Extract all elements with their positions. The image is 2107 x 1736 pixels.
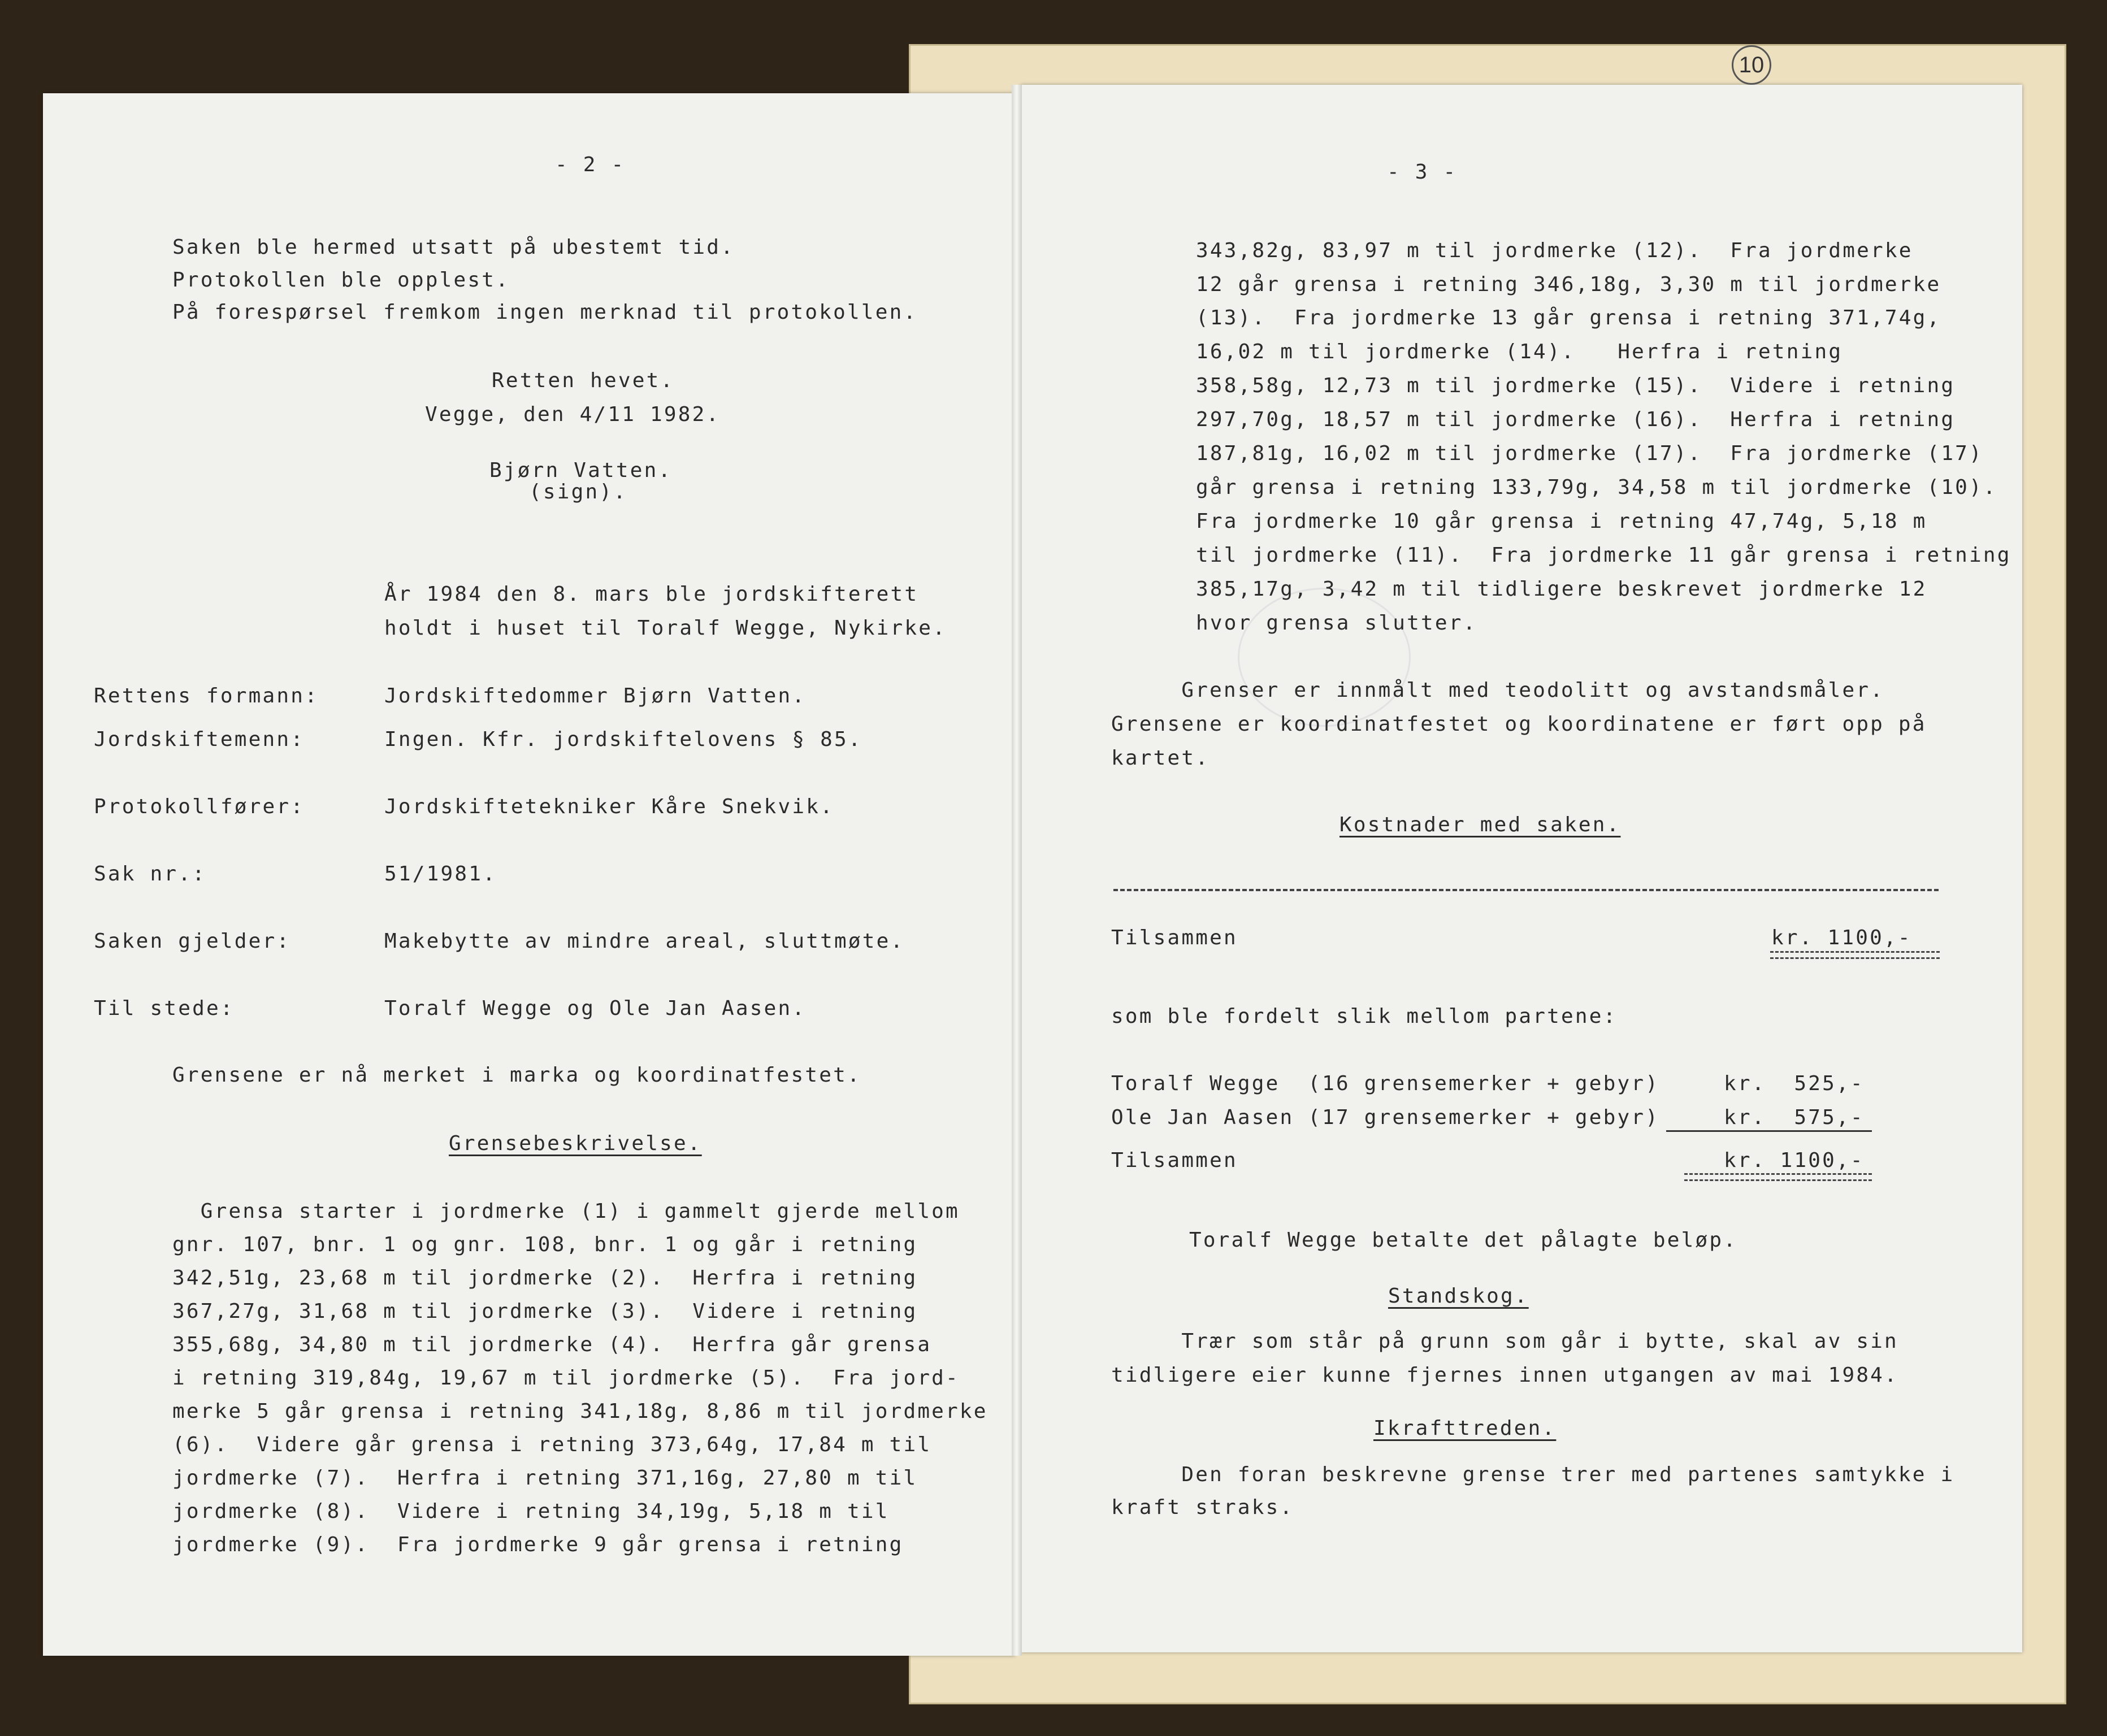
field-value: Ingen. Kfr. jordskiftelovens § 85. — [384, 728, 862, 751]
field-value: 51/1981. — [384, 862, 497, 886]
description-line: 355,68g, 34,80 m til jordmerke (4). Herfra går grensa — [172, 1333, 932, 1356]
party-amount: kr. 525,- — [1724, 1072, 1865, 1095]
description-line: Fra jordmerke 10 går grensa i retning 47,74g, 5,18 m — [1196, 510, 1927, 533]
dashed-rule — [1113, 889, 1939, 891]
standskog-line: tidligere eier kunne fjernes innen utgangen av mai 1984. — [1111, 1364, 1898, 1387]
field-label: Jordskiftemenn: — [94, 728, 305, 751]
description-line: til jordmerke (11). Fra jordmerke 11 går grensa i retning — [1196, 544, 2011, 567]
standskog-heading: Standskog. — [1388, 1284, 1529, 1308]
measurement-line: kartet. — [1111, 747, 1210, 770]
field-label: Rettens formann: — [94, 684, 319, 708]
left-page-number: - 2 - — [555, 153, 626, 176]
description-line: i retning 319,84g, 19,67 m til jordmerke (5). Fra jord- — [172, 1366, 960, 1390]
description-line: 187,81g, 16,02 m til jordmerke (17). Fra jordmerke (17) — [1196, 442, 1983, 465]
field-label: Protokollfører: — [94, 795, 305, 818]
right-page-number: - 3 - — [1387, 160, 1458, 184]
field-value: Makebytte av mindre areal, sluttmøte. — [384, 930, 905, 953]
signature-note: (sign). — [529, 480, 628, 504]
field-value: Jordskiftedommer Bjørn Vatten. — [384, 684, 807, 708]
signature-name: Bjørn Vatten. — [489, 459, 673, 482]
description-line: 297,70g, 18,57 m til jordmerke (16). Herfra i retning — [1196, 408, 1956, 431]
total-amount: kr. 1100,- — [1771, 926, 1912, 949]
standskog-line: Trær som står på grunn som går i bytte, skal av sin — [1111, 1330, 1898, 1353]
description-line: Grensa starter i jordmerke (1) i gammelt gjerde mellom — [172, 1200, 960, 1223]
description-line: jordmerke (8). Videre i retning 34,19g, 5,18 m til — [172, 1500, 890, 1523]
description-line: 12 går grensa i retning 346,18g, 3,30 m til jordmerke — [1196, 273, 1941, 296]
double-rule — [1684, 1173, 1872, 1181]
field-value: Toralf Wegge og Ole Jan Aasen. — [384, 997, 807, 1020]
field-label: Sak nr.: — [94, 862, 206, 886]
intro-line: Saken ble hermed utsatt på ubestemt tid. — [172, 236, 735, 259]
costs-heading: Kostnader med saken. — [1339, 813, 1621, 836]
ikraft-line: Den foran beskrevne grense trer med partenes samtykke i — [1111, 1463, 1955, 1486]
intro-line: På forespørsel fremkom ingen merknad til protokollen. — [172, 301, 918, 324]
field-value: Jordskiftetekniker Kåre Snekvik. — [384, 795, 834, 818]
marked-line: Grensene er nå merket i marka og koordinatfestet. — [172, 1064, 861, 1087]
paid-line: Toralf Wegge betalte det pålagte beløp. — [1189, 1229, 1738, 1252]
measurement-line: Grensene er koordinatfestet og koordinatene er ført opp på — [1111, 713, 1927, 736]
description-line: 342,51g, 23,68 m til jordmerke (2). Herfra i retning — [172, 1266, 918, 1290]
sum-rule — [1666, 1130, 1872, 1132]
description-line: hvor grensa slutter. — [1196, 611, 1477, 635]
description-line: går grensa i retning 133,79g, 34,58 m til jordmerke (10). — [1196, 476, 1997, 499]
ikraft-line: kraft straks. — [1111, 1496, 1294, 1519]
meeting-line: holdt i huset til Toralf Wegge, Nykirke. — [384, 617, 947, 640]
archive-number: 10 — [1732, 45, 1771, 85]
total2-label: Tilsammen — [1111, 1149, 1238, 1172]
total2-amount: kr. 1100,- — [1724, 1149, 1865, 1172]
description-line: 358,58g, 12,73 m til jordmerke (15). Videre i retning — [1196, 374, 1956, 397]
place-date: Vegge, den 4/11 1982. — [425, 403, 721, 426]
description-line: 343,82g, 83,97 m til jordmerke (12). Fra jordmerke — [1196, 239, 1913, 262]
party-amount: kr. 575,- — [1724, 1106, 1865, 1129]
distribution-line: som ble fordelt slik mellom partene: — [1111, 1005, 1618, 1028]
party-name: Toralf Wegge (16 grensemerker + gebyr) — [1111, 1072, 1660, 1095]
description-line: jordmerke (7). Herfra i retning 371,16g, 27,80 m til — [172, 1466, 918, 1490]
description-line: 16,02 m til jordmerke (14). Herfra i retning — [1196, 340, 1843, 363]
description-line: gnr. 107, bnr. 1 og gnr. 108, bnr. 1 og går i retning — [172, 1233, 918, 1256]
description-line: jordmerke (9). Fra jordmerke 9 går grensa i retning — [172, 1533, 904, 1556]
intro-line: Protokollen ble opplest. — [172, 268, 510, 292]
double-rule — [1770, 951, 1940, 959]
description-line: 385,17g, 3,42 m til tidligere beskrevet jordmerke 12 — [1196, 578, 1927, 601]
description-line: (6). Videre går grensa i retning 373,64g, 17,84 m til — [172, 1433, 932, 1456]
party-name: Ole Jan Aasen (17 grensemerker + gebyr) — [1111, 1106, 1660, 1129]
description-line: merke 5 går grensa i retning 341,18g, 8,86 m til jordmerke — [172, 1400, 988, 1423]
field-label: Til stede: — [94, 997, 235, 1020]
faint-stamp — [1238, 588, 1411, 727]
measurement-line: Grenser er innmålt med teodolitt og avstandsmåler. — [1111, 679, 1885, 702]
description-line: 367,27g, 31,68 m til jordmerke (3). Videre i retning — [172, 1300, 918, 1323]
meeting-line: År 1984 den 8. mars ble jordskifterett — [384, 583, 919, 606]
grensebeskrivelse-heading: Grensebeskrivelse. — [449, 1132, 702, 1155]
retten-hevet: Retten hevet. — [492, 369, 675, 392]
ikraft-heading: Ikrafttreden. — [1373, 1417, 1557, 1440]
book-spine — [1012, 85, 1022, 1656]
total-label: Tilsammen — [1111, 926, 1238, 949]
description-line: (13). Fra jordmerke 13 går grensa i retning 371,74g, — [1196, 306, 1941, 329]
field-label: Saken gjelder: — [94, 930, 291, 953]
